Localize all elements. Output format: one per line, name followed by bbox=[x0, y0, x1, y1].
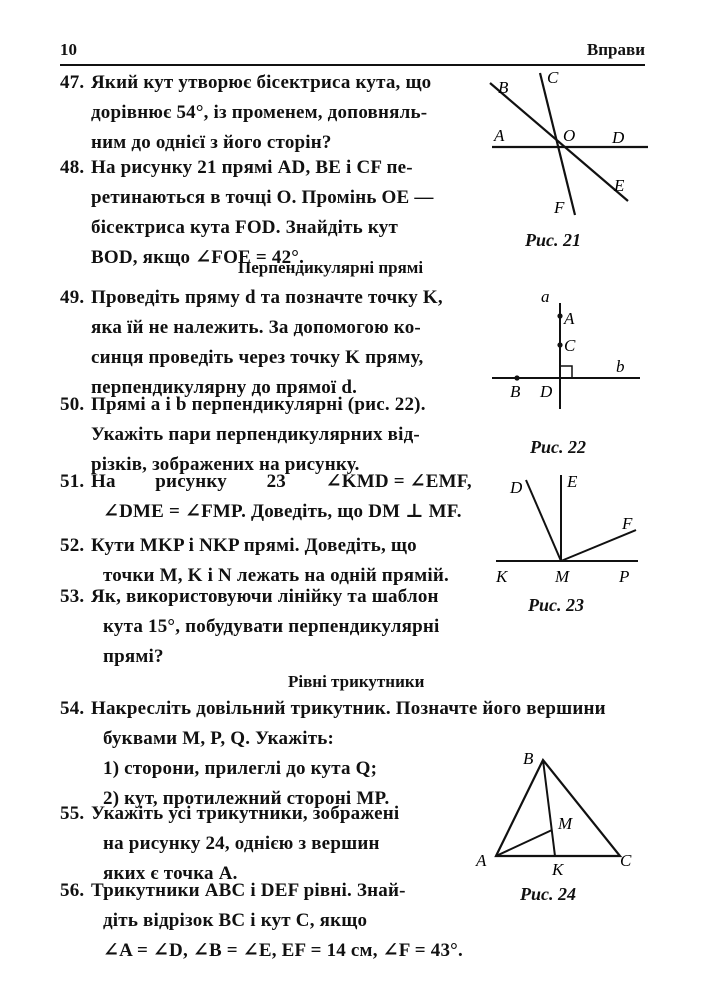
exercise-line: Як, використовуючи лінійку та шаблон bbox=[91, 586, 439, 607]
exercise-line: Накресліть довільний трикутник. Позначте його вершини bbox=[91, 698, 606, 719]
exercise-number: 53. bbox=[60, 586, 85, 607]
exercise-line: ∠DME = ∠FMP. Доведіть, що DM ⊥ MF. bbox=[103, 501, 462, 522]
point-a bbox=[557, 313, 562, 318]
exercise-number: 54. bbox=[60, 698, 85, 719]
exercise-line: прямі? bbox=[103, 646, 164, 667]
exercise-line: ∠A = ∠D, ∠B = ∠E, EF = 14 см, ∠F = 43°. bbox=[103, 940, 463, 961]
figure-24 bbox=[470, 748, 640, 888]
label-c: C bbox=[547, 68, 559, 87]
figure-22-drawing bbox=[488, 285, 648, 410]
right-angle-mark bbox=[560, 366, 572, 378]
page-header bbox=[60, 38, 645, 66]
label-a-line: a bbox=[541, 287, 550, 306]
exercise-number: 50. bbox=[60, 394, 85, 415]
exercise-number: 48. bbox=[60, 157, 85, 178]
label-e: E bbox=[614, 176, 625, 195]
exercise-number: 52. bbox=[60, 535, 85, 556]
caption-fig-24: Рис. 24 bbox=[520, 884, 576, 904]
label-f: F bbox=[622, 514, 633, 533]
exercise-line: ретинаються в точці O. Промінь OE — bbox=[91, 187, 434, 208]
figure-23-drawing bbox=[488, 465, 648, 590]
caption-fig-22: Рис. 22 bbox=[530, 437, 586, 457]
exercise-line: Прямі a і b перпендикулярні (рис. 22). bbox=[91, 394, 426, 415]
exercise-line: Укажіть усі трикутники, зображені bbox=[91, 803, 400, 824]
label-c: C bbox=[620, 851, 632, 870]
label-b: B bbox=[498, 78, 509, 97]
exercise-48 bbox=[60, 153, 434, 273]
figure-24-drawing bbox=[470, 748, 640, 883]
exercise-line: Укажіть пари перпендикулярних від- bbox=[91, 424, 420, 445]
label-b-point: B bbox=[510, 382, 521, 401]
figure-23 bbox=[488, 465, 648, 595]
label-a-point: A bbox=[564, 309, 575, 328]
exercise-51 bbox=[60, 467, 472, 527]
exercise-line: Проведіть пряму d та позначте точку K, bbox=[91, 287, 443, 308]
label-m: M bbox=[555, 567, 570, 586]
label-p: P bbox=[619, 567, 630, 586]
label-o: O bbox=[563, 126, 576, 145]
ray-md bbox=[526, 480, 561, 561]
figure-22 bbox=[488, 285, 648, 415]
segment-am bbox=[496, 830, 552, 856]
exercise-line: яких є точка A. bbox=[103, 863, 238, 884]
exercise-number: 56. bbox=[60, 880, 85, 901]
triangle-abc bbox=[496, 760, 620, 856]
label-c-point: C bbox=[564, 336, 576, 355]
caption-fig-21: Рис. 21 bbox=[525, 230, 581, 250]
page-number: 10 bbox=[60, 40, 77, 59]
exercise-line: синця проведіть через точку K пряму, bbox=[91, 347, 424, 368]
exercise-line: На рисунку 23 ∠KMD = ∠EMF, bbox=[91, 471, 472, 492]
exercise-49 bbox=[60, 283, 443, 403]
exercise-line: На рисунку 21 прямі AD, BE і CF пе- bbox=[91, 157, 413, 178]
exercise-number: 51. bbox=[60, 471, 85, 492]
label-d: D bbox=[510, 478, 523, 497]
figure-21-drawing bbox=[480, 65, 650, 225]
exercise-line: перпендикулярну до прямої d. bbox=[91, 377, 358, 398]
exercise-line: 1) сторони, прилеглі до кута Q; bbox=[103, 758, 378, 779]
exercise-line: яка їй не належить. За допомогою ко- bbox=[91, 317, 421, 338]
exercise-line: діть відрізок BC і кут C, якщо bbox=[103, 910, 368, 931]
label-b: B bbox=[523, 749, 534, 768]
point-c bbox=[557, 342, 562, 347]
line-be bbox=[490, 83, 628, 201]
exercise-line: ним до однієї з його сторін? bbox=[91, 132, 332, 153]
exercise-line: дорівнює 54°, із променем, доповняль- bbox=[91, 102, 428, 123]
label-d: D bbox=[612, 128, 625, 147]
label-d-point: D bbox=[540, 382, 553, 401]
exercise-line: 2) кут, протилежний стороні MP. bbox=[103, 788, 390, 809]
label-f: F bbox=[554, 198, 565, 217]
exercise-line: на рисунку 24, однією з вершин bbox=[103, 833, 380, 854]
label-k: K bbox=[552, 860, 564, 879]
exercise-47 bbox=[60, 68, 431, 158]
section-title-perpendicular: Перпендикулярні прямі bbox=[238, 258, 424, 277]
exercise-line: Кути MKP і NKP прямі. Доведіть, що bbox=[91, 535, 417, 556]
exercise-line: Трикутники ABC і DEF рівні. Знай- bbox=[91, 880, 406, 901]
exercise-line: BOD, якщо ∠FOE = 42°. bbox=[91, 247, 305, 268]
section-title-triangles: Рівні трикутники bbox=[288, 672, 425, 691]
ray-mf bbox=[561, 530, 636, 561]
caption-fig-23: Рис. 23 bbox=[528, 595, 584, 615]
label-e: E bbox=[567, 472, 578, 491]
exercise-number: 47. bbox=[60, 72, 85, 93]
exercise-56 bbox=[60, 876, 463, 966]
section-name: Вправи bbox=[586, 40, 645, 59]
label-b-line: b bbox=[616, 357, 625, 376]
exercise-line: точки M, K і N лежать на одній прямій. bbox=[103, 565, 449, 586]
exercise-line: бісектриса кута FOD. Знайдіть кут bbox=[91, 217, 398, 238]
label-k: K bbox=[496, 567, 508, 586]
exercise-line: буквами M, P, Q. Укажіть: bbox=[103, 728, 335, 749]
exercise-number: 49. bbox=[60, 287, 85, 308]
exercise-line: різків, зображених на рисунку. bbox=[91, 454, 360, 475]
point-b bbox=[514, 375, 519, 380]
label-m: M bbox=[558, 814, 573, 833]
label-a: A bbox=[494, 126, 505, 145]
exercise-line: Який кут утворює бісектриса кута, що bbox=[91, 72, 432, 93]
figure-21 bbox=[480, 65, 650, 230]
exercise-line: кута 15°, побудувати перпендикулярні bbox=[103, 616, 440, 637]
label-a: A bbox=[476, 851, 487, 870]
exercise-53 bbox=[60, 582, 440, 672]
exercise-number: 55. bbox=[60, 803, 85, 824]
